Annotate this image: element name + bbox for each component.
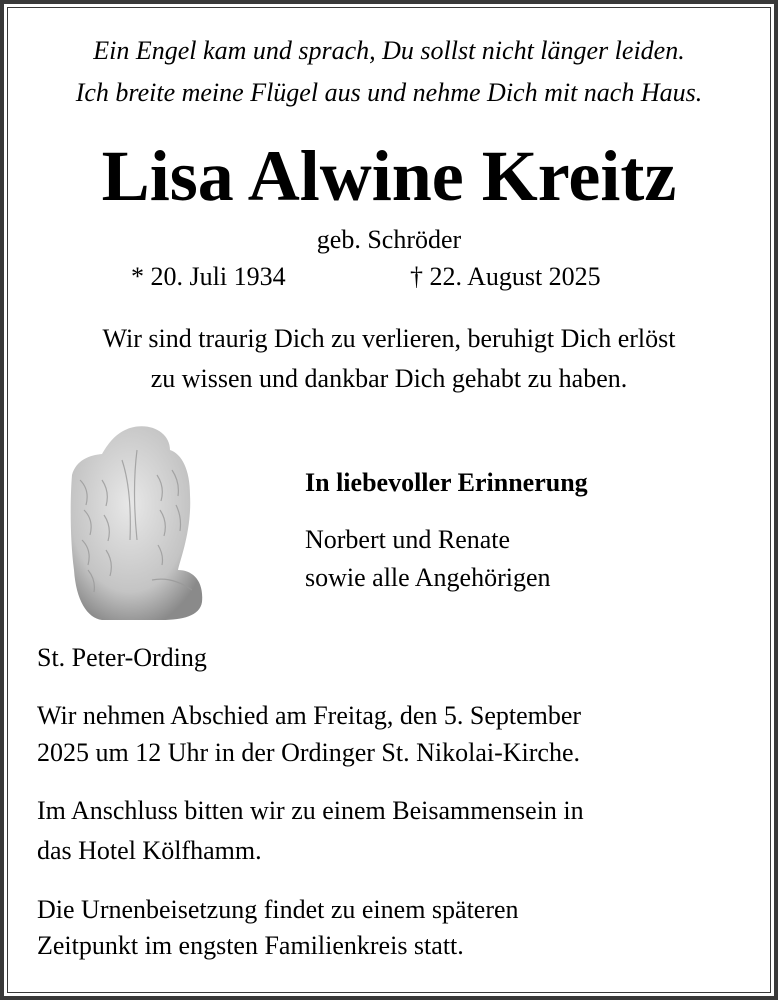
death-date: † 22. August 2025 [410, 262, 601, 291]
gathering-line-1: Im Anschluss bitten wir zu einem Beisammensein in [37, 796, 584, 825]
memorial-heading: In liebevoller Erinnerung [305, 468, 588, 497]
verse-line-1: Ein Engel kam und sprach, Du sollst nicht länger leiden. [93, 36, 685, 65]
burial-line-1: Die Urnenbeisetzung findet zu einem späteren [37, 895, 519, 924]
burial-line-2: Zeitpunkt im engsten Familienkreis statt. [37, 931, 464, 960]
maiden-name: geb. Schröder [316, 225, 462, 254]
message-line-1: Wir sind traurig Dich zu verlieren, beruhigt Dich erlöst [102, 324, 676, 353]
mourners-line-1: Norbert und Renate [305, 525, 511, 554]
farewell-line-2: 2025 um 12 Uhr in der Ordinger St. Nikolai-Kirche. [37, 738, 581, 767]
deceased-name: Lisa Alwine Kreitz [101, 136, 677, 216]
birth-date: * 20. Juli 1934 [131, 262, 286, 291]
location: St. Peter-Ording [37, 643, 207, 672]
verse-line-2: Ich breite meine Flügel aus und nehme Dich mit nach Haus. [75, 78, 703, 107]
mourners-line-2: sowie alle Angehörigen [305, 563, 551, 592]
farewell-line-1: Wir nehmen Abschied am Freitag, den 5. September [37, 701, 582, 730]
gathering-line-2: das Hotel Kölfhamm. [37, 836, 262, 865]
angel-figure-image [62, 420, 207, 625]
message-line-2: zu wissen und dankbar Dich gehabt zu haben. [150, 364, 628, 393]
